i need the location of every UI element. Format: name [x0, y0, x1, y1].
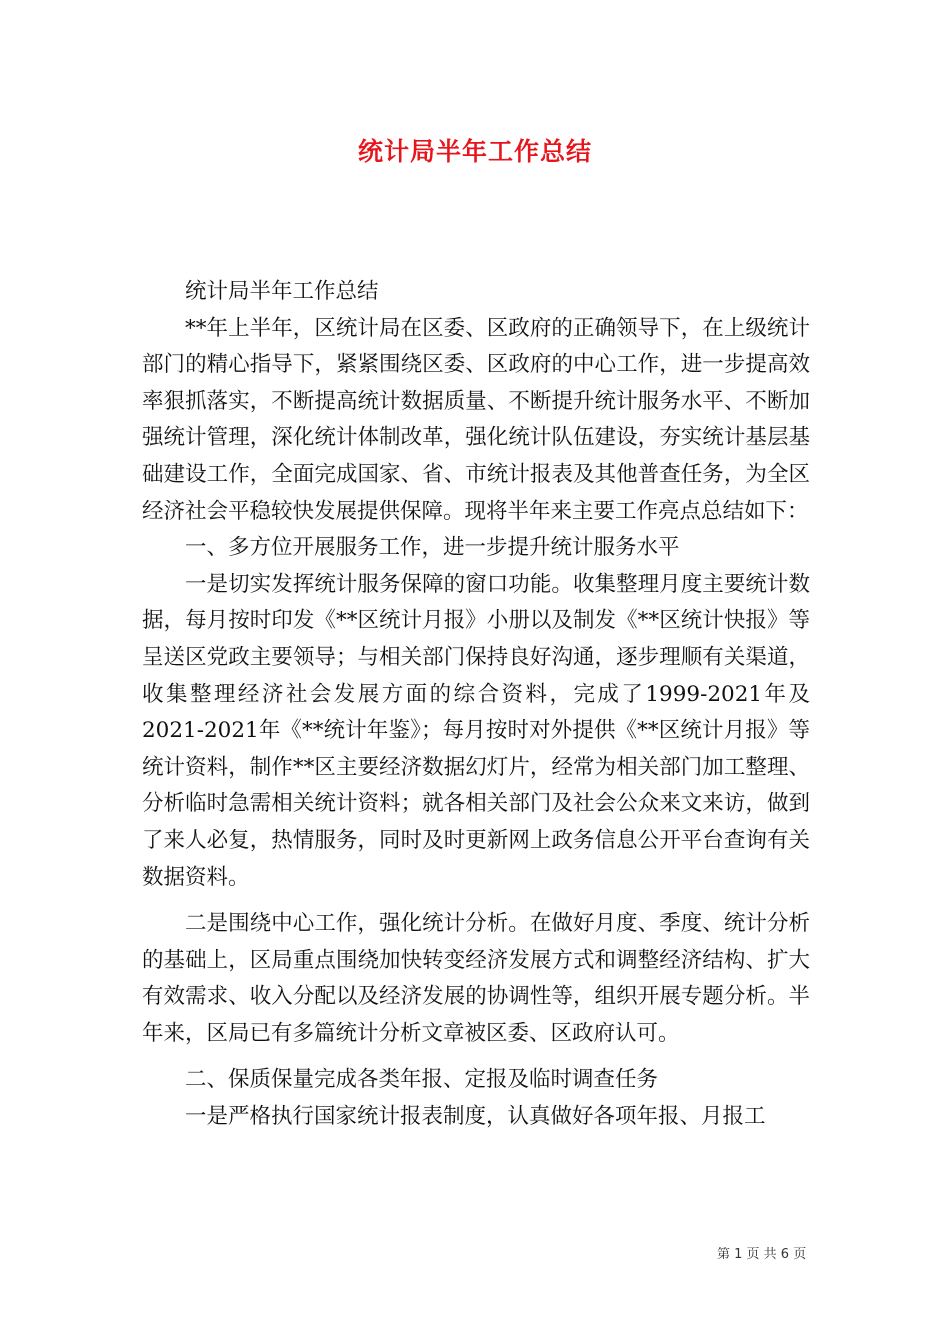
paragraph-report-system: 一是严格执行国家统计报表制度，认真做好各项年报、月报工	[185, 1104, 766, 1130]
paragraph-statistical-analysis: 二是围绕中心工作，强化统计分析。在做好月度、季度、统计分析的基础上，区局重点围绕加快转变经济发展方式和调整经济结构、扩大有效需求、收入分配以及经济发展的协调性等，组织开展专题分析。半年来，区局已有多篇统计分析文章被区委、区政府认可。	[142, 911, 810, 1046]
document-title: 统计局半年工作总结	[357, 137, 592, 166]
paragraph-service-window: 一是切实发挥统计服务保障的窗口功能。收集整理月度主要统计数据，每月按时印发《**区统计月报》小册以及制发《**区统计快报》等呈送区党政主要领导；与相关部门保持良好沟通，逐步理顺有关渠道，收集整理经济社会发展方面的综合资料，完成了1999-2021年及2021-2021年《**统计年鉴》；每月按时对外提供《**区统计月报》等统计资料，制作**区主要经济数据幻灯片，经常为相关部门加工整理、分析临时急需相关统计资料；就各相关部门及社会公众来文来访，做到了来人必复，热情服务，同时及时更新网上政务信息公开平台查询有关数据资料。	[142, 571, 810, 890]
paragraph-subtitle: 统计局半年工作总结	[185, 279, 379, 304]
section-heading-1: 一、多方位开展服务工作，进一步提升统计服务水平	[185, 535, 680, 561]
page-indicator: 第 1 页 共 6 页	[717, 1247, 807, 1262]
section-heading-2: 二、保质保量完成各类年报、定报及临时调查任务	[185, 1067, 659, 1093]
paragraph-intro: **年上半年，区统计局在区委、区政府的正确领导下，在上级统计部门的精心指导下，紧紧围绕区委、区政府的中心工作，进一步提高效率狠抓落实，不断提高统计数据质量、不断提升统计服务水平、不断加强统计管理，深化统计体制改革，强化统计队伍建设，夯实统计基层基础建设工作，全面完成国家、省、市统计报表及其他普查任务，为全区经济社会平稳较快发展提供保障。现将半年来主要工作亮点总结如下：	[142, 315, 810, 524]
document-body	[142, 274, 810, 1136]
